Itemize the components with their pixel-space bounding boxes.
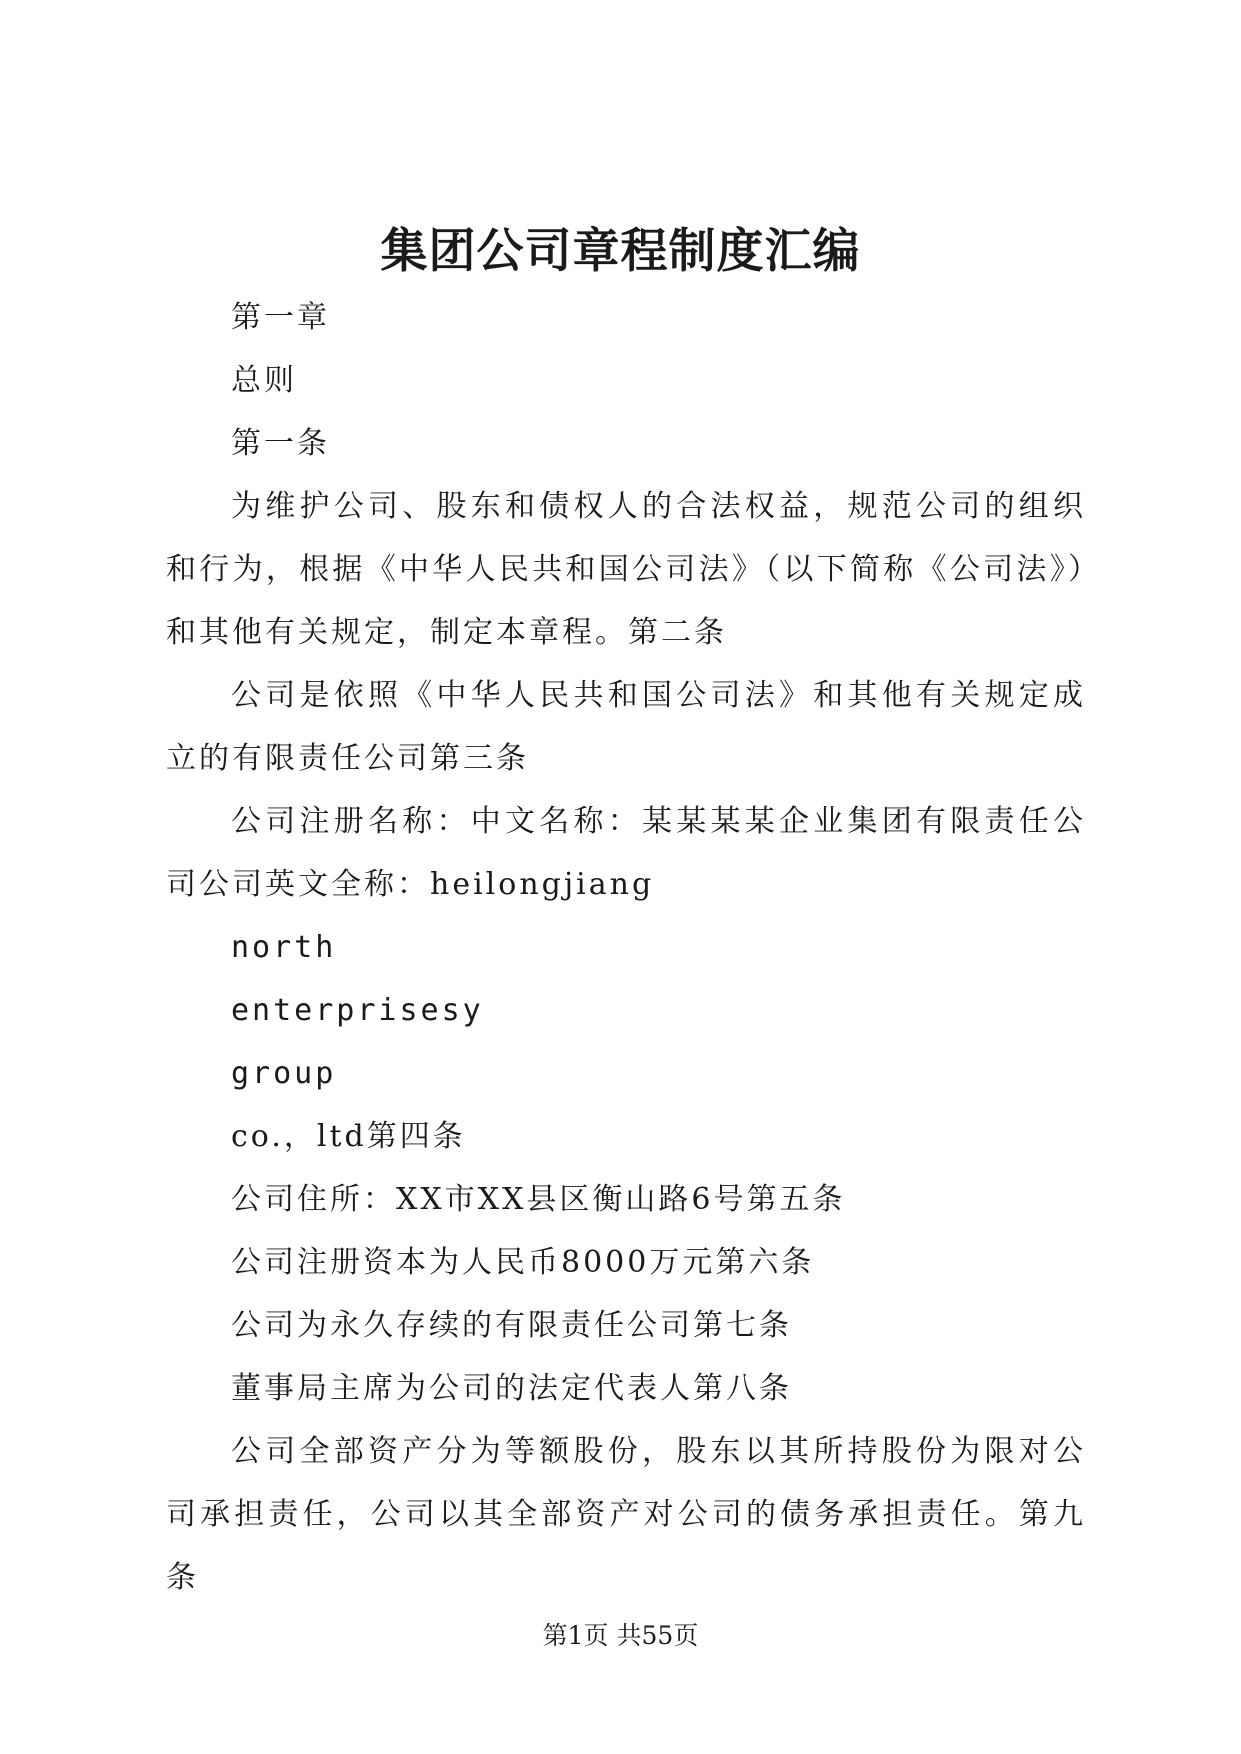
body-paragraph: 公司为永久存续的有限责任公司第七条: [231, 1308, 792, 1343]
body-paragraph: 为维护公司、股东和债权人的合法权益，规范公司的组织和行为，根据《中华人民共和国公司法》（以下简称《公司法》）和其他有关规定，制定本章程。第二条: [166, 489, 1086, 650]
body-paragraph: group: [231, 1056, 337, 1091]
body-paragraph: 公司是依照《中华人民共和国公司法》和其他有关规定成立的有限责任公司第三条: [166, 678, 1086, 776]
article-heading: 第一条: [231, 426, 330, 461]
body-paragraph: 公司注册名称：中文名称：某某某某企业集团有限责任公司公司英文全称：heilongjiang: [166, 804, 1086, 902]
chapter-heading: 第一章: [231, 300, 330, 335]
document-body: [166, 286, 1086, 1609]
body-paragraph: 公司住所：XX市XX县区衡山路6号第五条: [231, 1182, 846, 1217]
body-paragraph: co.，ltd第四条: [231, 1119, 466, 1154]
body-paragraph: 董事局主席为公司的法定代表人第八条: [231, 1371, 792, 1406]
body-paragraph: 公司全部资产分为等额股份，股东以其所持股份为限对公司承担责任，公司以其全部资产对公司的债务承担责任。第九条: [166, 1434, 1086, 1595]
body-paragraph: enterprisesy: [231, 993, 484, 1028]
body-paragraph: north: [231, 930, 337, 965]
chapter-subtitle: 总则: [231, 363, 297, 398]
page-footer: 第1页 共55页: [542, 1621, 699, 1650]
document-title: 集团公司章程制度汇编: [380, 224, 861, 279]
body-paragraph: 公司注册资本为人民币8000万元第六条: [231, 1245, 815, 1280]
